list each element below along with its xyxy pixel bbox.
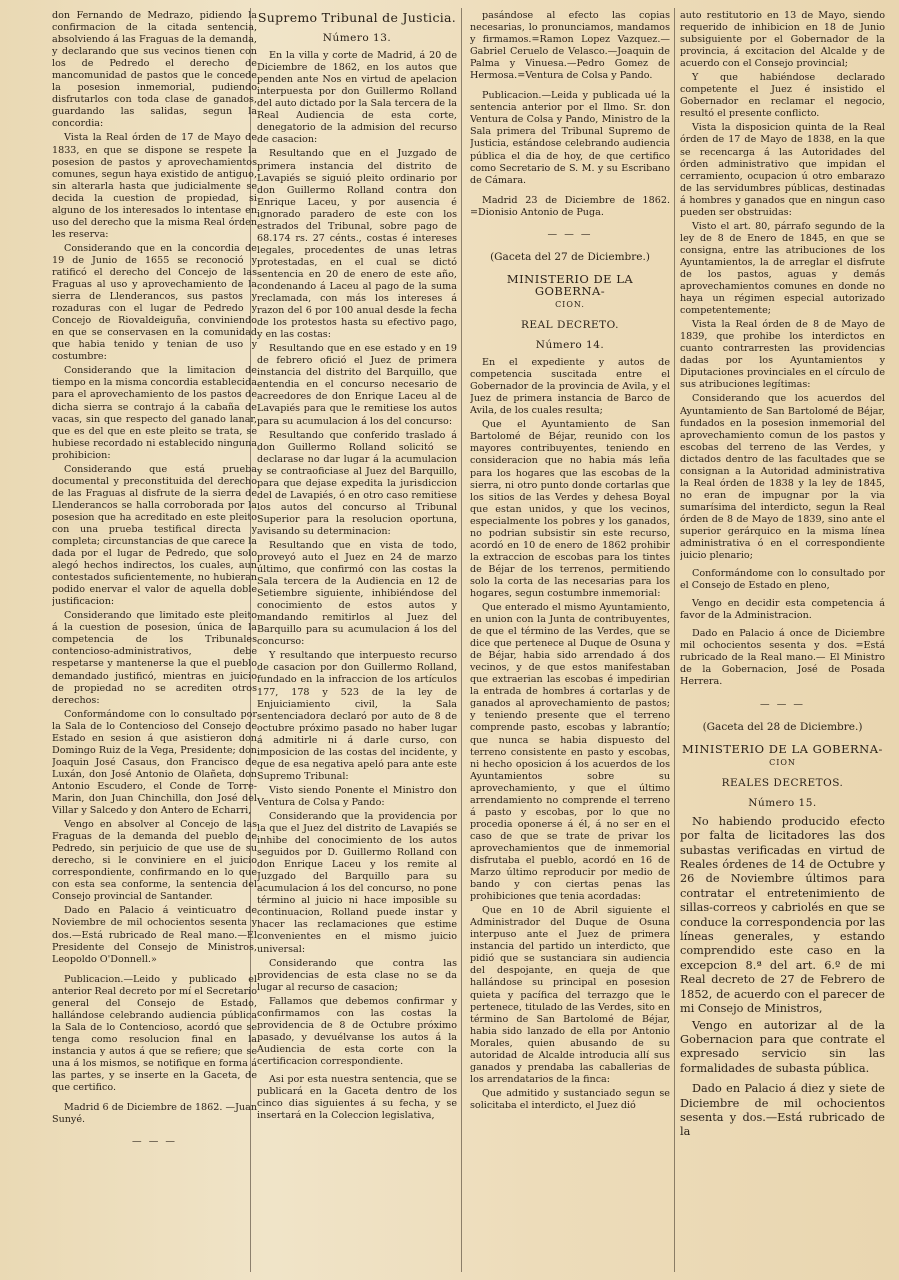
paragraph: Considerando que limitado este pleito á la cuestion de posesion, única de la competencia de los Tribunales contencioso-administrativos, debe respetarse y mantenerse la que el pueblo demandado justificó, mientras en juicio de propiedad no se acrediten otros derechos: — [52, 610, 257, 706]
paragraph: En la villa y corte de Madrid, á 20 de Diciembre de 1862, en los autos que penden ante Nos en virtud de apelacion interpuesta por don Guillermo Rolland del auto dictado por la Sala tercera de la Real Audiencia de esta corte, denegatorio de la admision del recurso de casacion: — [257, 50, 457, 146]
section-heading: Supremo Tribunal de Justicia. — [257, 10, 457, 25]
paragraph: Vista la Real órden de 17 de Mayo de 1833, en que se dispone se respete la posesion de pastos y aprovechamientos comunes, segun haya existido de antiguo, sin alterarla hasta que judicialmente se decida la cuestion de propiedad, si alguno de los interesados lo intentase en uso del derecho que la misma Real órden les reserva: — [52, 132, 257, 240]
paragraph: Resultando que en vista de todo, proveyó auto el Juez en 24 de marzo último, que confirmó con las costas la Sala tercera de la Audiencia en 12 de Setiembre siguiente, inhibiéndose del conocimiento de estos autos y mandando remitirlos al Juez del Barquillo para su acumulacion á los del concurso: — [257, 539, 457, 648]
section-number: Número 14. — [535, 339, 605, 352]
paragraph: Considerando que la limitacion de tiempo en la misma concordia establecida para el aprovechamiento de los pastos de dicha sierra se contrajo á la cabaña de vacas, sin que respecto del ganado lanar, que es del que en este pleito se trata, se hubiese recordado ni establecido ninguna prohibicion: — [52, 365, 257, 461]
section-number: Número 13. — [322, 32, 392, 45]
ministry-heading-cont: CION. — [555, 299, 585, 309]
column-1 — [52, 10, 257, 1270]
paragraph: Considerando que está prueba documental y preconstituida del derecho de las Fraguas al disfrute de la sierra de Llenderancos se halla corroborada por la posesion que ha acreditado en este pleito con una prueba testifical directa y completa; circunstancias de que carece la dada por el lugar de Pedredo, que solo alegó hechos indirectos, los cuales, aun contestados suficientemente, no hubieran podido enervar el valor de aquella doble justificacion: — [52, 463, 257, 608]
paragraph: No habiendo producido efecto por falta de licitadores las dos subastas verificadas en virtud de Reales órdenes de 14 de Octubre y 26 de Noviembre últimos para contratar el entretenimiento de sillas-correos y cabriolés en que se conduce la correspondencia por las líneas generales, y estando comprendido este caso en la excepcion 8.ª del art. 6.º de mi Real decreto de 27 de Febrero de 1852, de acuerdo con el parecer de mi Consejo de Ministros, — [680, 814, 885, 1016]
separator: — — — — [760, 698, 805, 710]
column-3 — [470, 10, 670, 1270]
column-rule — [461, 8, 462, 1272]
paragraph: Y que habiéndose declarado competente el Juez é insistido el Gobernador en reclamar el negocio, resultó el presente conflicto. — [680, 72, 885, 120]
separator: — — — — [132, 1136, 177, 1148]
column-rule — [674, 8, 675, 1272]
paragraph: Visto el art. 80, párrafo segundo de la ley de 8 de Enero de 1845, en que se consigna, entre las atribuciones de los Ayuntamientos, la de arreglar el disfrute de los pastos, aguas y demás aprovechamientos comunes en donde no haya un régimen especial autorizado competentemente; — [680, 220, 885, 317]
paragraph: auto restitutorio en 13 de Mayo, siendo requerido de inhibicion en 18 de Junio subsiguiente por el Gobernador de la provincia, á excitacion del Alcalde y de acuerdo con el Consejo provincial; — [680, 10, 885, 70]
paragraph: Resultando que en el Juzgado de primera instancia del distrito de Lavapiés se siguió pleito ordinario por don Guillermo Rolland contra don Enrique Laceu, y por ausencia é ignorado paradero de este con los estrados del Tribunal, sobre pago de 68.174 rs. 27 cénts., costas é intereses legales, procedentes de unas letras protestadas, en el cual se dictó sentencia en 20 de enero de este año, condenando á Laceu al pago de la suma reclamada, con más los intereses á razon del 6 por 100 anual desde la fecha de los protestos hasta su efectivo pago, y en las costas: — [257, 148, 457, 341]
paragraph: Vista la Real órden de 8 de Mayo de 1839, que prohibe los interdictos en cuanto contrarresten las providencias dadas por los Ayuntamientos y Diputaciones provinciales en el círculo de sus atribuciones legítimas: — [680, 319, 885, 391]
decree-heading: REAL DECRETO. — [521, 318, 619, 331]
ministry-heading: MINISTERIO DE LA GOBERNA- — [682, 741, 883, 756]
section-number: Número 15. — [748, 796, 817, 809]
paragraph: Fallamos que debemos confirmar y confirmamos con las costas la providencia de 8 de Octubre próximo pasado, y devuélvanse los autos á la Audiencia de esta corte con la certificacion correspondiente. — [257, 995, 457, 1067]
paragraph: Conformándome con lo consultado por el Consejo de Estado en pleno, — [680, 568, 885, 592]
paragraph: En el expediente y autos de competencia suscitada entre el Gobernador de la provincia de Avila, y el Juez de primera instancia de Barco de Avila, de los cuales resulta; — [470, 357, 670, 417]
signature-line: Madrid 6 de Diciembre de 1862. —Juan Sunyé. — [52, 1102, 257, 1126]
paragraph: Dado en Palacio á veinticuatro de Noviembre de mil ochocientos sesenta y dos.—Está rubricado de Real mano.—El Presidente del Consejo de Ministros, Leopoldo O'Donnell.» — [52, 905, 257, 965]
paragraph: Que en 10 de Abril siguiente el Administrador del Duque de Osuna interpuso ante el Juez de primera instancia del partido un interdicto, que pidió que se sustanciara sin audiencia del despojante, en queja de que hallándose su principal en posesion quieta y pacífica del terrazgo que le pertenece, titulado de las Verdes, sito en término de San Bartolomé de Béjar, habia sido lanzado de ella por Antonio Morales, quien abusando de su autoridad de Alcalde introducia allí sus ganados y prendaba las caballerias de los arrendatarios de la finca: — [470, 905, 670, 1085]
paragraph: Vengo en autorizar al de la Gobernacion para que contrate el expresado servicio sin las formalidades de subasta pública. — [680, 1018, 885, 1075]
paragraph: Considerando que contra las providencias de esta clase no se da lugar al recurso de casacion; — [257, 957, 457, 993]
ministry-heading-cont: CION — [769, 757, 796, 767]
decree-heading: REALES DECRETOS. — [721, 776, 844, 789]
paragraph: Publicacion.—Leido y publicado el anterior Real decreto por mí el Secretario general del Consejo de Estado, hallándose celebrando audiencia pública la Sala de lo Contencioso, acordó que se tenga como resolucion final en la instancia y autos á que se refiere; que se una á los mismos, se notifique en forma á las partes, y se inserte en la Gaceta, de que certifico. — [52, 973, 257, 1094]
paragraph: Que el Ayuntamiento de San Bartolomé de Béjar, reunido con los mayores contribuyentes, teniendo en consideracion que no habia más leña para los hogares que las escobas de la sierra, ni otro punto donde cortarlas que los sitios de las Verdes y dehesa Boyal que estan unidos, y que los vecinos, especialmente los pobres y los ganados, no podrian subsistir sin este recurso, acordó en 10 de enero de 1862 prohibir la extraccion de escobas para los tintes de Béjar de los terrenos, permitiendo solo la corta de las necesarias para los hogares, segun costumbre inmemorial: — [470, 419, 670, 599]
paragraph: Que admitido y sustanciado segun se solicitaba el interdicto, el Juez dió — [470, 1087, 670, 1111]
paragraph: Resultando que en ese estado y en 19 de febrero ofició el Juez de primera instancia del distrito del Barquillo, que entendia en el concurso necesario de acreedores de don Enrique Laceu al de Lavapiés para que le remitiese los autos para su acumulacion á los del concurso: — [257, 343, 457, 427]
paragraph: Considerando que los acuerdos del Ayuntamiento de San Bartolomé de Béjar, fundados en la posesion inmemorial del aprovechamiento comun de los pastos y escobas del terreno de las Verdes, y dictados dentro de las facultades que se consignan a la Autoridad administrativa la Real órden de 1838 y la ley de 1845, no eran de impugnar por la via sumarísima del interdicto, segun la Real órden de 8 de Mayo de 1839, sino ante el superior gerárquico en la misma línea administrativa ó en el correspondiente juicio plenario; — [680, 393, 885, 562]
paragraph: Y resultando que interpuesto recurso de casacion por don Guillermo Rolland, fundado en la infraccion de los artículos 177, 178 y 523 de la ley de Enjuiciamiento civil, la Sala sentenciadora declaró por auto de 8 de octubre próximo pasado no haber lugar á admitirle ni á darle curso, con imposicion de las costas del incidente, y que de esa negativa apeló para ante este Supremo Tribunal: — [257, 650, 457, 782]
paragraph: Considerando que en la concordia de 19 de Junio de 1655 se reconoció y ratificó el derecho del Concejo de las Fraguas al uso y aprovechamiento de la sierra de Llenderancos, sus pastos y rozaduras con el lugar de Pedredo y Concejo de Riovaldeiguña, conviniendo en que se conservasen en la comunidad que habia tenido y tenian de uso y costumbre: — [52, 242, 257, 363]
paragraph: Dado en Palacio á once de Diciembre mil ochocientos sesenta y dos. =Está rubricado de la Real mano.— El Ministro de la Gobernacion, José de Posada Herrera. — [680, 628, 885, 688]
paragraph: Visto siendo Ponente el Ministro don Ventura de Colsa y Pando: — [257, 784, 457, 808]
paragraph: Publicacion.—Leida y publicada ué la sentencia anterior por el Ilmo. Sr. don Ventura de Colsa y Pando, Ministro de la Sala primera del Tribunal Supremo de Justicia, estándose celebrando audiencia pública el dia de hoy, de que certifico como Secretario de S. M. y su Escribano de Cámara. — [470, 90, 670, 186]
signature-line: Madrid 23 de Diciembre de 1862. =Dionisio Antonio de Puga. — [470, 194, 670, 218]
paragraph: pasándose al efecto las copias necesarias, lo pronunciamos, mandamos y firmamos.=Ramon Lopez Vazquez.—Gabriel Ceruelo de Velasco.—Joaquin de Palma y Vinuesa.—Pedro Gomez de Hermosa.=Ventura de Colsa y Pando. — [470, 10, 670, 82]
separator: — — — — [547, 228, 593, 240]
paragraph: Que enterado el mismo Ayuntamiento, en union con la Junta de contribuyentes, de que el término de las Verdes, que se dice que pertenece al Duque de Osuna y de Béjar, habia sido arrendado á dos vecinos, y de que estos manifestaban que extraerian las escobas é impedirian la entrada de hombres á cortarlas y de ganados al aprovechamiento de pastos; y teniendo presente que el terreno comprende pasto, escobas y labrantío; que nunca se habia dispuesto del terreno consistente en pasto y escobas, ni hecho oposicion á los acuerdos de los Ayuntamientos sobre su aprovechamiento, y que el último arrendamiento no comprende el terreno á pasto y escobas, por lo que no procedia oponerse á él, á no ser en el caso de que se trate de privar los aprovechamientos que de inmemorial disfrutaba el pueblo, acordó en 16 de Marzo último reproducir por medio de bando y con ciertas penas las prohibiciones que tenia acordadas: — [470, 602, 670, 903]
paragraph: Vista la disposicion quinta de la Real órden de 17 de Mayo de 1838, en la que se recencarga á las Autoridades del órden administrativo que impidan el cerramiento, ocupacion ú otro embarazo de las servidumbres públicas, destinadas á hombres y ganados que en ningun caso pueden ser obstruidas: — [680, 122, 885, 218]
paragraph: Conformándome con lo consultado por la Sala de lo Contencioso del Consejo de Estado en sesion á que asistieron don Domingo Ruiz de la Vega, Presidente; don Joaquin José Casaus, don Francisco de Luxán, don José Antonio de Olañeta, don Antonio Escudero, el Conde de Torre-Marin, don Juan Chinchilla, don José del Villar y Salcedo y don Antero de Echarri, — [52, 708, 257, 817]
paragraph: Dado en Palacio á diez y siete de Diciembre de mil ochocientos sesenta y dos.—Está rubricado de la — [680, 1082, 885, 1139]
column-2 — [257, 10, 457, 1270]
paragraph: Considerando que la providencia por la que el Juez del distrito de Lavapiés se inhibe del conocimiento de los autos seguidos por D. Guillermo Rolland con don Enrique Laceu y los remite al Juzgado del Barquillo para su acumulacion á los del concurso, no pone término al juicio ni hace imposible su continuacion, Rolland puede instar y hacer las reclamaciones que estime convenientes en el mismo juicio universal: — [257, 811, 457, 955]
ministry-heading: MINISTERIO DE LA GOBERNA- — [506, 271, 634, 298]
paragraph: don Fernando de Medrazo, pidiendo la confirmacion de la citada sentencia, absolviendo á las Fraguas de la demanda, y declarando que sus vecinos tienen con los de Pedredo el derecho de mancomunidad de pastos que le concede la posesion inmemorial, pudiendo disfrutarlos con toda clase de ganados, guardando las salidas, segun la concordia: — [52, 10, 257, 130]
paragraph: Vengo en decidir esta competencia á favor de la Administracion. — [680, 598, 885, 622]
column-4 — [680, 10, 885, 1270]
paragraph: Vengo en absolver al Concejo de las Fraguas de la demanda del pueblo de Pedredo, sin perjuicio de que use de su derecho, si le conviniere en el juicio correspondiente, confirmando en lo que con esta sea conforme, la sentencia del Consejo provincial de Santander. — [52, 819, 257, 903]
gaceta-date: (Gaceta del 27 de Diciembre.) — [490, 250, 650, 263]
paragraph: Asi por esta nuestra sentencia, que se publicará en la Gaceta dentro de los cinco dias siguientes á su fecha, y se insertará en la Coleccion legislativa, — [257, 1073, 457, 1122]
gaceta-date: (Gaceta del 28 de Diciembre.) — [702, 720, 863, 733]
paragraph: Resultando que conferido traslado á don Guillermo Rolland solicitó se declarase no dar lugar á la acumulacion y se contraoficiase al Juez del Barquillo, para que dejase expedita la jurisdiccion del de Lavapiés, ó en otro caso remitiese los autos del concurso al Tribunal Superior para la resolucion oportuna, avisando su determinacion: — [257, 429, 457, 537]
